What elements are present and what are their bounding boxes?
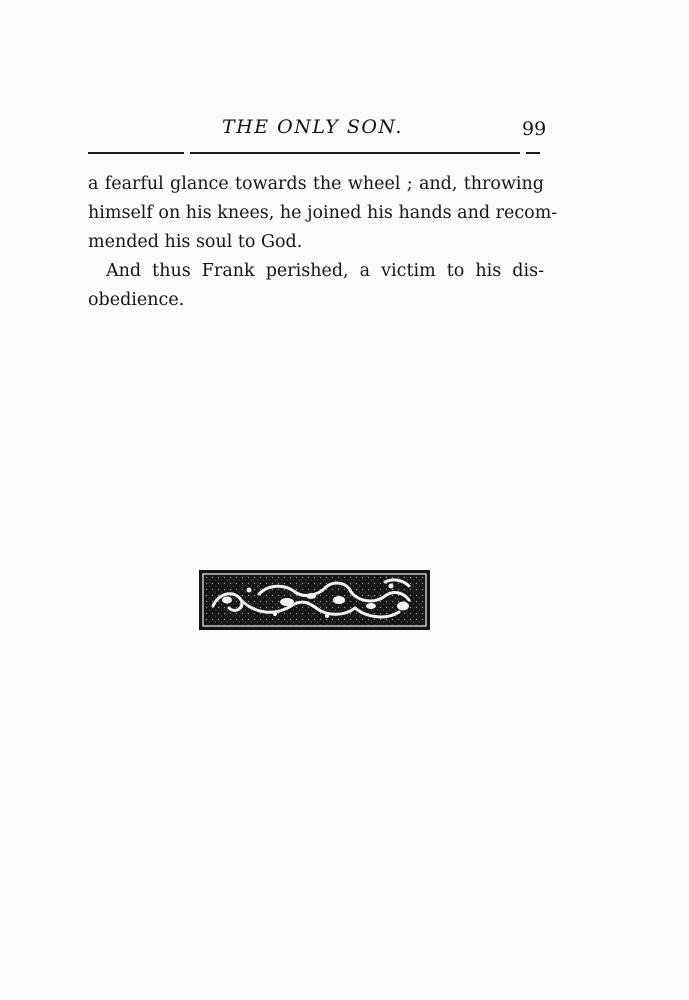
page-number: 99 xyxy=(522,118,547,140)
text-line: himself on his knees, he joined his hands and recom- xyxy=(88,203,558,223)
text-line: mended his soul to God. xyxy=(88,232,303,252)
text-line: a fearful glance towards the wheel ; and, throwing xyxy=(88,174,544,194)
paragraph-2 xyxy=(88,257,544,315)
text-line: obedience. xyxy=(88,290,185,310)
floral-tailpiece-icon xyxy=(199,570,430,630)
running-title: THE ONLY SON. xyxy=(222,116,403,138)
header-rule xyxy=(88,152,540,155)
text-line: And thus Frank perished, a victim to his dis- xyxy=(106,261,544,281)
paragraph-1 xyxy=(88,170,558,257)
body-text xyxy=(88,170,558,315)
